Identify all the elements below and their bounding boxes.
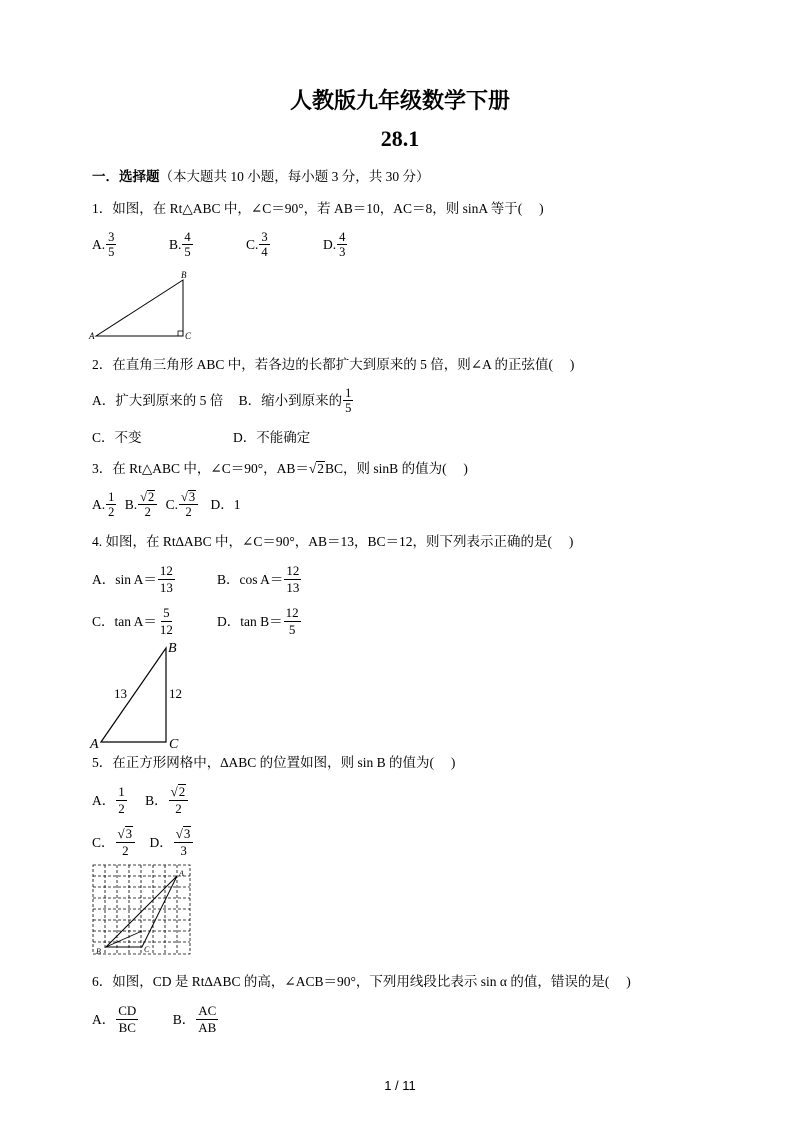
- section-note: （本大题共 10 小题，每小题 3 分，共 30 分）: [159, 169, 430, 184]
- q4-fig-label-bc: 12: [169, 686, 182, 701]
- q4-option-b-den: 13: [286, 580, 300, 595]
- q3-option-c-den: 2: [185, 505, 192, 519]
- q4-option-d: [217, 605, 302, 638]
- q4-option-d-text: D．tan B＝: [217, 613, 283, 629]
- q3-stem-suffix: BC，则 sinB 的值为( ): [325, 461, 468, 476]
- q2-option-b-text: B．缩小到原来的: [238, 392, 343, 408]
- q3-option-b-den: 2: [144, 505, 151, 519]
- q2-option-c: C．不变: [92, 430, 142, 445]
- q5-option-d-radicand: 3: [183, 826, 191, 841]
- section-header: [92, 168, 430, 186]
- q4-option-d-num: 12: [285, 605, 299, 620]
- q4-option-c-text: C．tan A＝: [92, 613, 157, 629]
- q3-option-b-label: B.: [124, 496, 138, 512]
- q5-option-c-den: 2: [122, 843, 129, 858]
- question-4-stem: 4. 如图，在 Rt∆ABC 中，∠C＝90°，AB＝13，BC＝12，则下列表示正确的是( ): [92, 534, 574, 549]
- q3-stem-prefix: 3．在 Rt△ABC 中，∠C＝90°，AB＝: [92, 461, 309, 476]
- q5-option-c-radicand: 3: [125, 826, 133, 841]
- q3-option-a-num: 1: [108, 490, 115, 504]
- document-title: 人教版九年级数学下册: [289, 88, 510, 113]
- q1-option-d-num: 4: [339, 230, 346, 244]
- q6-option-b-den: AB: [198, 1020, 217, 1035]
- q4-option-a-text: A．sin A＝: [92, 571, 157, 587]
- q3-option-a-den: 2: [108, 505, 115, 519]
- page-number: 1 / 11: [384, 1078, 416, 1093]
- q4-option-b-num: 12: [286, 563, 300, 578]
- q4-option-b-text: B．cos A＝: [217, 571, 284, 587]
- q3-option-a-label: A.: [92, 496, 106, 512]
- q3-option-c-radicand: 3: [188, 490, 196, 504]
- question-5-options-row1: [92, 784, 189, 817]
- q1-option-a-label: A.: [92, 236, 106, 252]
- q5-option-a-num: 1: [118, 784, 125, 799]
- q6-option-a-label: A．: [92, 1011, 116, 1027]
- q1-option-a-num: 3: [108, 230, 115, 244]
- q4-option-d-den: 5: [288, 622, 296, 637]
- q2-option-b: [239, 386, 355, 415]
- q3-option-c-label: C.: [165, 496, 179, 512]
- question-2-options-row1: [92, 386, 354, 415]
- q6-option-b-num: AC: [198, 1003, 217, 1018]
- q5-option-c-label: C．: [92, 834, 115, 850]
- q5-option-d: D． $\frac{√3}{3}$: [150, 826, 195, 859]
- q2-option-a: A．扩大到原来的 5 倍: [92, 392, 224, 408]
- q5-fig-label-c: C: [144, 945, 150, 954]
- q6-option-b: [173, 1003, 220, 1036]
- q5-option-c: C． $\frac{√3}{2}$: [92, 826, 136, 859]
- q5-option-b-label: B．: [145, 792, 168, 808]
- question-2-stem: 2．在直角三角形 ABC 中，若各边的长都扩大到原来的 5 倍，则∠A 的正弦值( ): [92, 357, 575, 372]
- q1-fig-label-c: C: [185, 331, 192, 341]
- q3-option-b: B. $\frac{√2}{2}$: [125, 490, 159, 519]
- q1-fig-label-b: B: [181, 270, 187, 280]
- q5-grid-figure: [92, 864, 192, 956]
- q4-triangle-figure: [88, 636, 198, 752]
- q1-option-a-den: 5: [108, 245, 115, 259]
- q1-option-c-den: 4: [261, 245, 268, 259]
- q5-option-b-den: 2: [175, 801, 182, 816]
- q5-option-a: [92, 784, 128, 817]
- q1-option-c-num: 3: [261, 230, 268, 244]
- q1-option-c: [246, 230, 271, 259]
- section-label: 一．选择题: [92, 169, 160, 184]
- q1-option-b-label: B.: [169, 236, 182, 252]
- document-subtitle: 28.1: [380, 126, 420, 151]
- q2-option-b-den: 5: [345, 401, 352, 415]
- q1-option-b-num: 4: [184, 230, 191, 244]
- q4-option-a-num: 12: [159, 563, 173, 578]
- q4-fig-label-c: C: [169, 737, 179, 752]
- q5-option-d-den: 3: [180, 843, 187, 858]
- q2-option-d: D．不能确定: [233, 430, 311, 445]
- question-6-stem: 6．如图，CD 是 Rt∆ABC 的高，∠ACB＝90°，下列用线段比表示 sin α 的值，错误的是( ): [92, 974, 631, 989]
- question-1-stem: 1．如图，在 Rt△ABC 中，∠C＝90°，若 AB＝10，AC＝8，则 sinA 等于( ): [92, 201, 544, 216]
- q3-option-b-radicand: 2: [148, 490, 155, 504]
- q5-fig-label-b: B: [96, 947, 101, 956]
- q6-option-a-num: CD: [118, 1003, 137, 1018]
- q3-sqrt-radicand: 2: [317, 461, 325, 476]
- q3-option-c: C. $\frac{√3}{2}$: [166, 490, 200, 519]
- q4-option-c: [92, 605, 176, 638]
- q5-option-b-radicand: 2: [178, 784, 186, 799]
- q1-option-b: [169, 230, 194, 259]
- q4-option-c-num: 5: [163, 605, 170, 620]
- q3-sqrt: √2: [308, 461, 325, 476]
- q4-option-a: [92, 563, 176, 596]
- question-6-options: [92, 1003, 219, 1036]
- q1-fig-label-a: A: [89, 331, 95, 341]
- q5-option-b: B． $\frac{√2}{2}$: [145, 784, 189, 817]
- question-5-options-row2: [92, 826, 194, 859]
- q6-option-b-label: B．: [172, 1011, 196, 1027]
- q5-fig-label-a: A: [179, 869, 184, 878]
- q1-option-c-label: C.: [246, 236, 259, 252]
- q6-option-a-den: BC: [118, 1020, 136, 1035]
- q4-fig-label-b: B: [168, 641, 177, 656]
- q5-option-d-label: D．: [149, 834, 173, 850]
- q5-option-a-label: A．: [92, 792, 116, 808]
- q1-option-d-den: 3: [339, 245, 346, 259]
- q1-triangle-figure: [88, 270, 198, 342]
- q3-option-d: D．1: [210, 496, 241, 512]
- q6-option-a: [92, 1003, 139, 1036]
- q1-option-d-label: D.: [323, 236, 337, 252]
- q4-option-a-den: 13: [159, 580, 173, 595]
- q4-option-b: [217, 563, 302, 596]
- q4-option-c-den: 12: [159, 622, 173, 637]
- q1-option-a: [92, 230, 117, 259]
- q1-option-d: [323, 230, 348, 259]
- q2-option-b-num: 1: [345, 386, 352, 400]
- question-5-stem: 5．在正方形网格中，∆ABC 的位置如图，则 sin B 的值为( ): [92, 755, 456, 770]
- question-3-options: [92, 490, 241, 519]
- q3-option-a: [92, 490, 117, 519]
- q5-option-a-den: 2: [118, 801, 125, 816]
- question-3-stem: [92, 460, 468, 478]
- q4-fig-label-ab: 13: [114, 686, 127, 701]
- q1-option-b-den: 5: [184, 245, 191, 259]
- q4-fig-label-a: A: [90, 737, 99, 752]
